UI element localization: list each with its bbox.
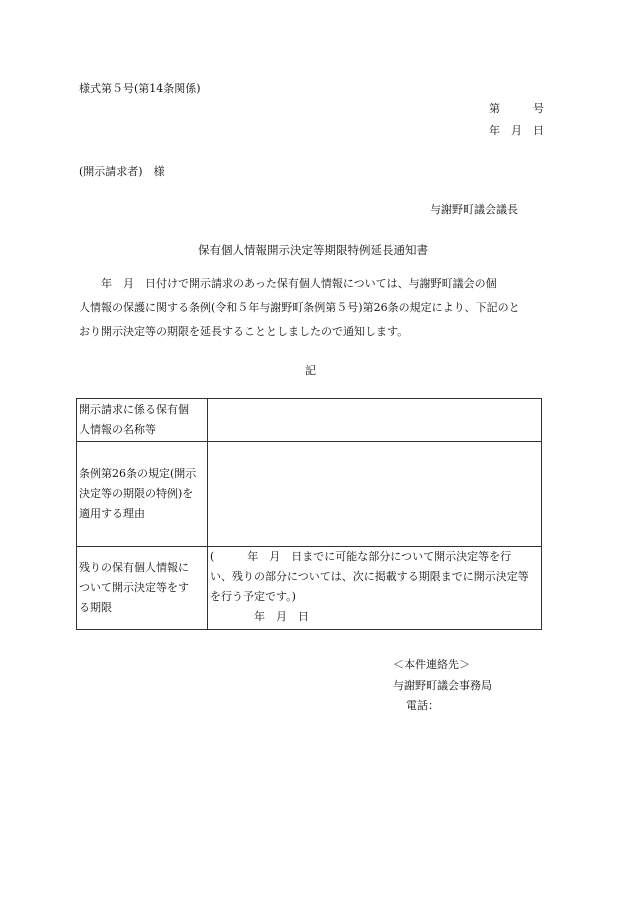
recipient: (開示請求者) 様 [79, 165, 165, 178]
row-value-reason [208, 442, 542, 547]
notice-body-line: 年 月 日付けで開示請求のあった保有個人情報については、与謝野町議会の個 [79, 277, 497, 290]
notice-body-line: おり開示決定等の期限を延長することとしましたので通知します。 [79, 325, 409, 338]
row-label-document-name: 開示請求に係る保有個 人情報の名称等 [77, 399, 208, 442]
notice-body-line: 人情報の保護に関する条例(令和５年与謝野町条例第５号)第26条の規定により、下記のと [79, 301, 520, 314]
table-row [77, 442, 542, 547]
row-label-deadline: 残りの保有個人情報に ついて開示決定等をす る期限 [77, 547, 208, 630]
contact-heading: ＜本件連絡先＞ [393, 658, 470, 671]
row-value-deadline: ( 年 月 日までに可能な部分について開示決定等を行 い、残りの部分については、次に掲載する期限までに開示決定等 を行う予定です。) 年 月 日 [208, 547, 542, 630]
row-label-reason: 条例第26条の規定(開示 決定等の期限の特例)を 適用する理由 [77, 442, 208, 547]
details-table [76, 398, 542, 630]
notice-body [79, 272, 546, 344]
table-row [77, 399, 542, 442]
sender: 与謝野町議会議長 [430, 203, 518, 216]
form-number: 様式第５号(第14条関係) [79, 82, 201, 95]
ki-heading: 記 [305, 364, 316, 377]
contact-phone-label: 電話： [406, 699, 439, 712]
table-row [77, 547, 542, 630]
contact-office: 与謝野町議会事務局 [393, 679, 492, 692]
row-value-document-name [208, 399, 542, 442]
document-number: 第 号 [489, 102, 544, 115]
document-title: 保有個人情報開示決定等期限特例延長通知書 [198, 243, 428, 257]
document-date: 年 月 日 [489, 124, 544, 137]
